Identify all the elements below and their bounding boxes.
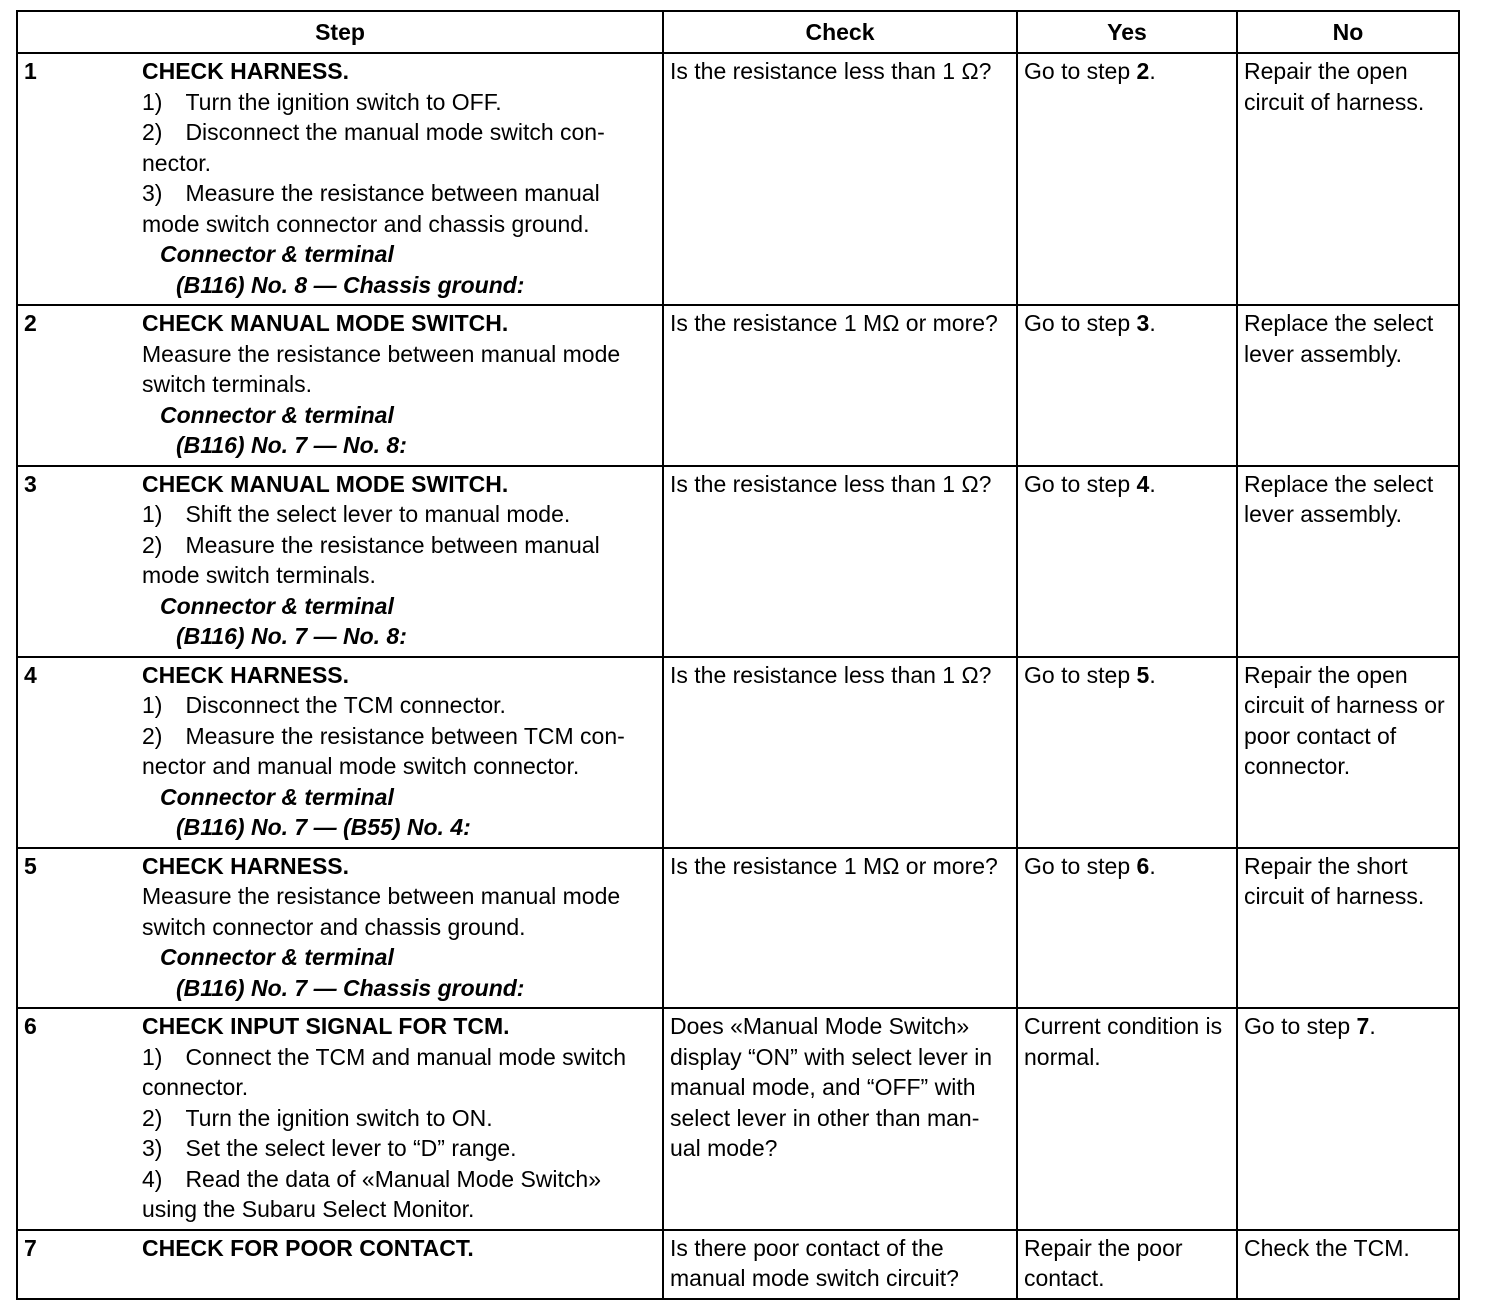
table-row [17,53,1459,305]
yes-cell [1017,848,1237,1009]
yes-cell: Repair the poor contact. [1017,1230,1237,1299]
step-instruction: 4) Read the data of «Manual Mode Switch» [142,1165,601,1192]
step-instruction: 1) Shift the select lever to manual mode. [142,501,571,527]
check-cell: Is the resistance 1 MΩ or more? [663,305,1017,466]
no-suffix: . [1369,1013,1376,1039]
step-title: CHECK MANUAL MODE SWITCH. [142,310,509,336]
yes-suffix: . [1149,58,1156,84]
step-instruction: 3) Measure the resistance between manual [142,180,600,206]
step-instruction: switch terminals. [142,371,312,397]
yes-suffix: . [1149,310,1156,336]
yes-step-number: 5 [1136,661,1150,688]
step-number: 3 [24,470,37,497]
header-yes: Yes [1017,11,1237,53]
step-instruction: Measure the resistance between manual mode [142,340,621,367]
step-number: 2 [24,310,37,336]
step-cell [17,466,663,657]
yes-prefix: Go to step [1024,852,1137,879]
yes-prefix: Go to step [1024,310,1137,336]
yes-cell [1017,657,1237,848]
step-instruction: 1) Connect the TCM and manual mode switch [142,1043,627,1070]
table-row [17,466,1459,657]
no-step-number: 7 [1356,1013,1370,1039]
step-number: 1 [24,58,37,84]
step-instruction: nector and manual mode switch connector. [142,753,580,779]
step-instruction: 2) Disconnect the manual mode switch con- [142,119,605,145]
header-row [17,11,1459,53]
step-cell [17,1008,663,1230]
yes-step-number: 4 [1136,470,1150,497]
step-instruction: 2) Measure the resistance between manual [142,531,600,558]
yes-step-number: 2 [1136,58,1150,84]
no-cell: Repair the open circuit of harness. [1237,53,1459,305]
terminal-spec: (B116) No. 7 — No. 8: [176,623,407,649]
step-title: CHECK FOR POOR CONTACT. [142,1234,474,1261]
step-cell [17,305,663,466]
step-title: CHECK MANUAL MODE SWITCH. [142,470,509,497]
step-instruction: connector. [142,1074,249,1100]
step-instruction: 1) Disconnect the TCM connector. [142,692,506,718]
check-cell: Is the resistance less than 1 Ω? [663,657,1017,848]
yes-step-number: 6 [1136,852,1150,879]
check-cell: Does «Manual Mode Switch» display “ON” with select lever in manual mode, and “OFF” with select lever in other than man-ual mode? [663,1008,1017,1230]
step-instruction: mode switch terminals. [142,562,376,588]
step-instruction: 2) Measure the resistance between TCM con- [142,722,625,749]
terminal-spec: (B116) No. 7 — No. 8: [176,432,407,458]
step-instruction: mode switch connector and chassis ground. [142,210,590,237]
step-title: CHECK HARNESS. [142,852,350,879]
no-cell: Replace the select lever assembly. [1237,466,1459,657]
check-cell: Is the resistance 1 MΩ or more? [663,848,1017,1009]
step-cell [17,657,663,848]
connector-label: Connector & terminal [160,241,394,267]
table-row [17,305,1459,466]
step-title: CHECK HARNESS. [142,58,350,84]
terminal-spec: (B116) No. 7 — Chassis ground: [176,974,525,1001]
header-step: Step [17,11,663,53]
yes-suffix: . [1149,661,1156,688]
header-no: No [1237,11,1459,53]
step-instruction: switch connector and chassis ground. [142,913,526,940]
step-number: 6 [24,1013,37,1039]
header-check: Check [663,11,1017,53]
no-cell [1237,1008,1459,1230]
step-number: 7 [24,1234,37,1261]
no-cell: Repair the short circuit of harness. [1237,848,1459,1009]
yes-prefix: Go to step [1024,661,1137,688]
connector-label: Connector & terminal [160,592,394,619]
table-row [17,1230,1459,1299]
yes-suffix: . [1149,852,1156,879]
step-number: 5 [24,852,37,879]
table-row [17,657,1459,848]
no-cell: Check the TCM. [1237,1230,1459,1299]
step-instruction: nector. [142,149,212,176]
table-row [17,848,1459,1009]
connector-label: Connector & terminal [160,401,394,428]
yes-cell [1017,305,1237,466]
no-cell: Repair the open circuit of harness or poor contact of connector. [1237,657,1459,848]
step-cell [17,1230,663,1299]
yes-prefix: Go to step [1024,58,1137,84]
table-row [17,1008,1459,1230]
check-cell: Is the resistance less than 1 Ω? [663,53,1017,305]
no-cell: Replace the select lever assembly. [1237,305,1459,466]
step-title: CHECK INPUT SIGNAL FOR TCM. [142,1013,510,1039]
connector-label: Connector & terminal [160,944,394,970]
connector-label: Connector & terminal [160,783,394,810]
yes-cell: Current condition is normal. [1017,1008,1237,1230]
yes-step-number: 3 [1136,310,1150,336]
yes-cell [1017,466,1237,657]
step-number: 4 [24,661,37,688]
step-title: CHECK HARNESS. [142,661,350,688]
step-instruction: 1) Turn the ignition switch to OFF. [142,88,502,115]
step-instruction: 3) Set the select lever to “D” range. [142,1135,517,1161]
step-cell [17,848,663,1009]
yes-cell [1017,53,1237,305]
no-prefix: Go to step [1244,1013,1357,1039]
step-instruction: using the Subaru Select Monitor. [142,1196,475,1222]
yes-prefix: Go to step [1024,470,1137,497]
check-cell: Is there poor contact of the manual mode switch circuit? [663,1230,1017,1299]
check-cell: Is the resistance less than 1 Ω? [663,466,1017,657]
terminal-spec: (B116) No. 7 — (B55) No. 4: [176,814,471,840]
step-cell [17,53,663,305]
step-instruction: 2) Turn the ignition switch to ON. [142,1104,493,1131]
yes-suffix: . [1149,470,1156,497]
step-instruction: Measure the resistance between manual mode [142,883,621,909]
diagnostic-table [16,10,1460,1300]
terminal-spec: (B116) No. 8 — Chassis ground: [176,271,525,298]
